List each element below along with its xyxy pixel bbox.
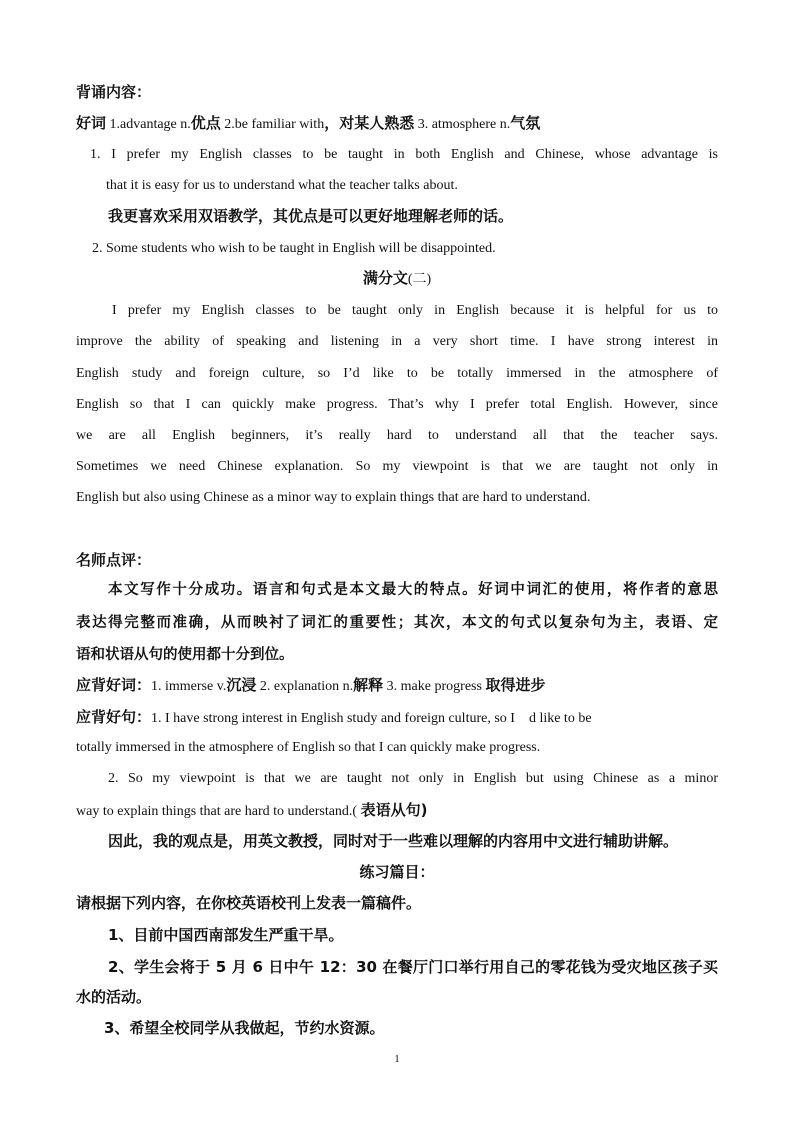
sentence-1-translation: 我更喜欢采用双语教学，其优点是可以更好地理解老师的话。 — [108, 207, 514, 225]
key-word-1-cn: 沉浸 — [226, 676, 257, 694]
practice-item-3: 3、希望全校同学从我做起，节约水资源。 — [104, 1019, 385, 1037]
practice-intro: 请根据下列内容，在你校英语校刊上发表一篇稿件。 — [76, 894, 422, 912]
vocab-word-2-cn: ，对某人熟悉 — [324, 114, 415, 132]
comment-line: 本文写作十分成功。语言和句式是本文最大的特点。好词中词汇的使用，将作者的意思 — [108, 582, 718, 598]
comment-line: 语和状语从句的使用都十分到位。 — [76, 647, 294, 663]
essay-line: improve the ability of speaking and listening in a very short time. I have strong interest in — [76, 334, 718, 349]
key-word-3-cn: 取得进步 — [485, 676, 546, 694]
essay-line: English so that I can quickly make progress. That’s why I prefer total English. However, since — [76, 397, 718, 412]
key-word-2-cn: 解释 — [353, 676, 384, 694]
key-word-2: 2. explanation n. — [259, 679, 354, 694]
key-sentence-2-translation: 因此，我的观点是，用英文教授，同时对于一些难以理解的内容用中文进行辅助讲解。 — [108, 832, 679, 850]
page-number: 1 — [394, 1053, 400, 1065]
essay-line: English study and foreign culture, so I’d like to be totally immersed in the atmosphere of — [76, 366, 718, 381]
vocab-line — [76, 113, 540, 135]
essay-line: we are all English beginners, it’s really hard to understand all that the teacher says. — [76, 428, 718, 443]
key-sentence-2-note: 表语从句) — [360, 801, 428, 819]
sentence-1-line-1: 1. I prefer my English classes to be taught in both English and Chinese, whose advantage is — [90, 147, 718, 162]
vocab-word-3-cn: 气氛 — [510, 114, 541, 132]
comment-line: 表达得完整而准确，从而映衬了词汇的重要性；其次，本文的句式以复杂句为主，表语、定 — [76, 615, 718, 631]
comment-heading: 名师点评： — [76, 551, 152, 569]
key-words-label: 应背好词： — [76, 676, 152, 694]
sentence-2: 2. Some students who wish to be taught in English will be disappointed. — [92, 241, 496, 256]
essay-title — [0, 268, 794, 290]
vocab-word-1-cn: 优点 — [190, 114, 221, 132]
key-sentence-2-text: way to explain things that are hard to understand.( — [76, 804, 358, 819]
essay-line: English but also using Chinese as a minor way to explain things that are hard to understand. — [76, 490, 591, 505]
vocab-word-3: 3. atmosphere n. — [417, 117, 511, 132]
key-word-3: 3. make progress — [386, 679, 482, 694]
key-words-line — [76, 675, 545, 697]
key-sentence-2-line-2 — [76, 800, 427, 822]
practice-title: 练习篇目： — [359, 863, 435, 881]
essay-title-text: 满分文 — [362, 269, 408, 287]
sentence-1-line-2: that it is easy for us to understand what the teacher talks about. — [106, 178, 458, 193]
key-sentence-1-line-1 — [76, 707, 718, 729]
key-sentence-1-text: 1. I have strong interest in English study and foreign culture, so I d like to be — [151, 711, 592, 726]
practice-item-1: 1、目前中国西南部发生严重干旱。 — [108, 926, 344, 944]
vocab-word-1: 1.advantage n. — [109, 117, 191, 132]
key-word-1: 1. immerse v. — [151, 679, 227, 694]
recite-heading: 背诵内容： — [76, 83, 152, 101]
key-sentence-2-line-1: 2. So my viewpoint is that we are taught not only in English but using Chinese as a minor — [108, 771, 718, 786]
vocab-label: 好词 — [76, 114, 107, 132]
essay-line: I prefer my English classes to be taught only in English because it is helpful for us to — [112, 303, 718, 318]
key-sentences-label: 应背好句： — [76, 708, 152, 726]
practice-item-2-line-2: 水的活动。 — [76, 988, 152, 1006]
essay-title-suffix: (二) — [407, 272, 432, 287]
vocab-word-2: 2.be familiar with — [224, 117, 325, 132]
essay-line: Sometimes we need Chinese explanation. So my viewpoint is that we are taught not only in — [76, 459, 718, 474]
practice-item-2-line-1: 2、学生会将于 5 月 6 日中午 12：30 在餐厅门口举行用自己的零花钱为受灾地区孩子买 — [108, 958, 718, 976]
key-sentence-1-line-2: totally immersed in the atmosphere of English so that I can quickly make progress. — [76, 740, 541, 755]
